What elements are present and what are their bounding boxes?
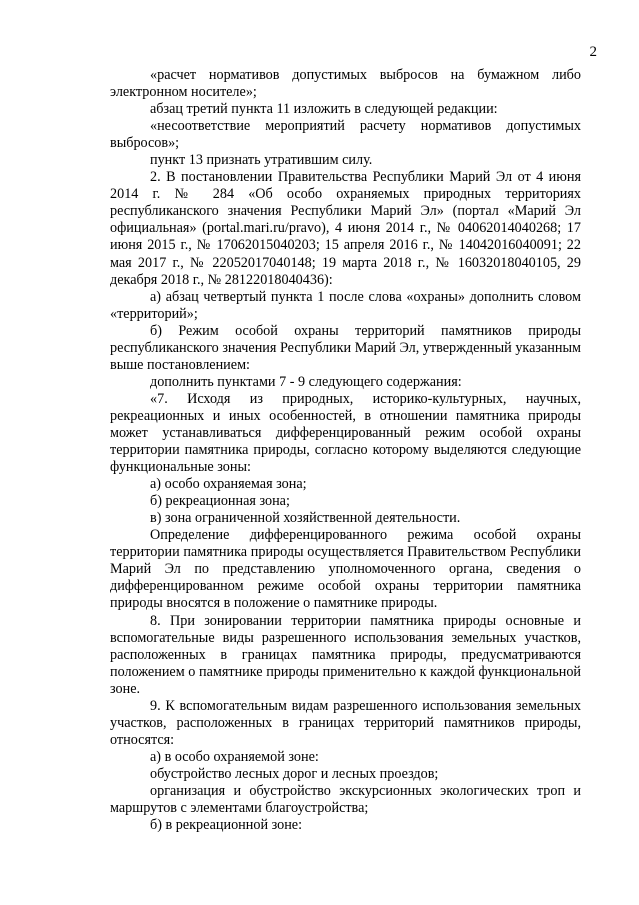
paragraph: организация и обустройство экскурсионных экологических троп и маршрутов с элементами благоустройства; <box>110 782 581 817</box>
paragraph: б) в рекреационной зоне: <box>150 817 303 834</box>
paragraph: а) в особо охраняемой зоне: <box>150 748 319 765</box>
paragraph: а) особо охраняемая зона; <box>150 476 307 493</box>
paragraph: 2. В постановлении Правительства Республики Марий Эл от 4 июня 2014 г. № 284 «Об особо охраняемых природных территориях республиканского значения Республики Марий Эл» (портал «Марий Эл официальная» (portal.mari.ru/pravo), 4 июня 2014 г., № 04062014040268; 17 июня 2015 г., № 17062015040203; 15 апреля 2016 г., № 14042016040091; 22 мая 2017 г., № 22052017040148; 19 марта 2018 г., № 16032018040105, 29 декабря 2018 г., № 28122018040436): <box>110 169 581 288</box>
paragraph: в) зона ограниченной хозяйственной деятельности. <box>150 510 461 527</box>
paragraph: дополнить пунктами 7 - 9 следующего содержания: <box>150 373 462 390</box>
paragraph: абзац третий пункта 11 изложить в следующей редакции: <box>150 101 498 118</box>
paragraph: б) рекреационная зона; <box>150 493 290 510</box>
page-number: 2 <box>589 44 597 60</box>
paragraph: б) Режим особой охраны территорий памятников природы республиканского значения Республики Марий Эл, утвержденный указанным выше постановлением: <box>110 322 581 373</box>
paragraph: «расчет нормативов допустимых выбросов на бумажном либо электронном носителе»; <box>110 67 581 101</box>
paragraph: пункт 13 признать утратившим силу. <box>150 152 373 169</box>
paragraph: Определение дифференцированного режима особой охраны территории памятника природы осуществляется Правительством Республики Марий Эл по представлению уполномоченного органа, сведения о дифференцированном режиме особой охраны территории памятника природы вносятся в положение о памятнике природы. <box>110 527 581 612</box>
paragraph: а) абзац четвертый пункта 1 после слова «охраны» дополнить словом «территорий»; <box>110 288 581 322</box>
paragraph: 8. При зонировании территории памятника природы основные и вспомогательные виды разрешенного использования земельных участков, расположенных в границах памятника природы, предусматриваются положением о памятнике природы применительно к каждой функциональной зоне. <box>110 612 581 697</box>
paragraph: 9. К вспомогательным видам разрешенного использования земельных участков, расположенных в границах территорий памятников природы, относятся: <box>110 697 581 748</box>
paragraph: «несоответствие мероприятий расчету нормативов допустимых выбросов»; <box>110 118 581 152</box>
paragraph: «7. Исходя из природных, историко-культурных, научных, рекреационных и иных особенностей, в отношении памятника природы может устанавливаться дифференцированный режим особой охраны территории памятника природы, согласно которому выделяются следующие функциональные зоны: <box>110 390 581 476</box>
paragraph: обустройство лесных дорог и лесных проездов; <box>150 765 439 782</box>
document-body <box>110 67 581 834</box>
